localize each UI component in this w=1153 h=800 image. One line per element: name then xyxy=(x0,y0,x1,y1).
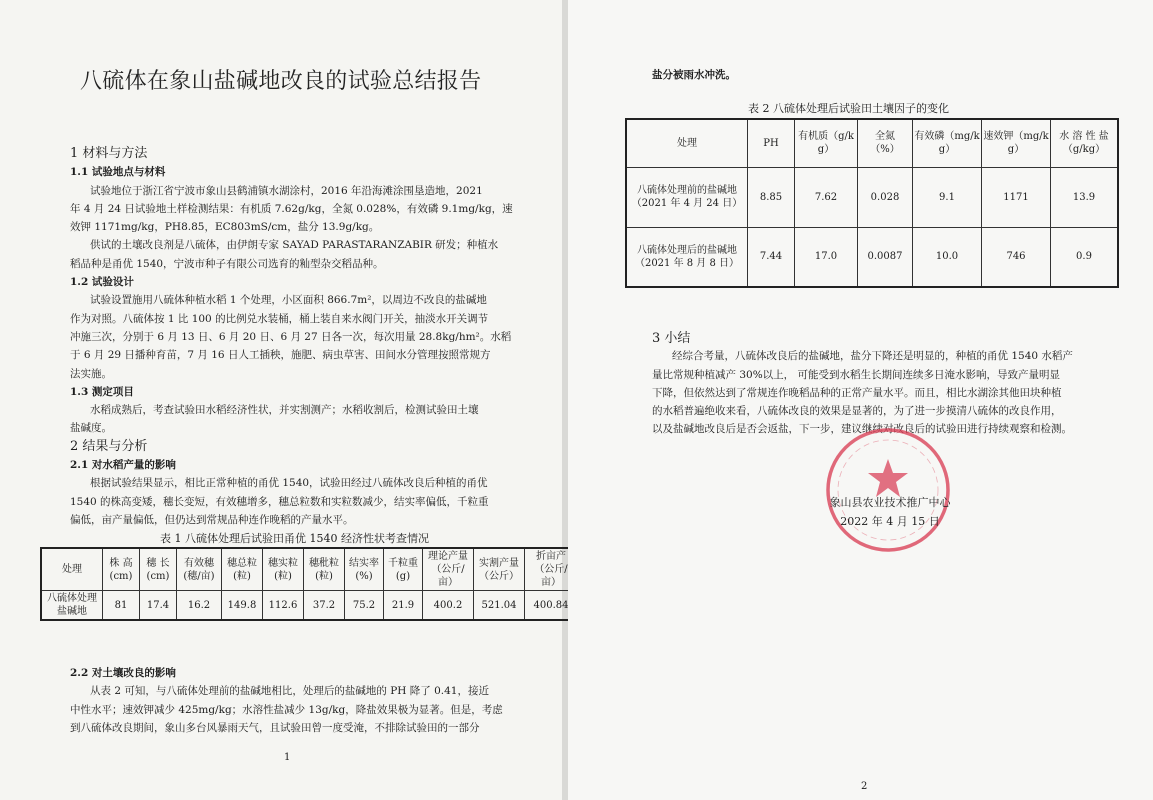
paragraph-line: 试验地位于浙江省宁波市象山县鹤浦镇水湖涂村，2016 年沿海滩涂围垦造地，2021 xyxy=(90,184,483,197)
column-header: 理论产量 （公斤/ 亩） xyxy=(423,548,474,591)
section-heading: 1.3 测定项目 xyxy=(70,385,134,398)
table-header-row xyxy=(41,548,578,591)
table-cell: 八硫体处理 盐碱地 xyxy=(41,591,103,621)
table-cell: 21.9 xyxy=(384,591,423,621)
table-2-caption: 表 2 八硫体处理后试验田土壤因子的变化 xyxy=(748,102,949,115)
table-row xyxy=(626,167,1118,227)
section-heading: 1.1 试验地点与材料 xyxy=(70,166,166,179)
table-cell: 7.44 xyxy=(748,227,795,287)
table-row xyxy=(41,591,578,621)
column-header: 穗总粒 (粒) xyxy=(222,548,263,591)
page-1-body-2 xyxy=(70,664,503,737)
table-cell: 7.62 xyxy=(795,167,858,227)
paragraph-line: 1540 的株高变矮，穗长变短，有效穗增多，穗总粒数和实粒数减少，结实率偏低，千粒重 xyxy=(70,495,489,508)
section-heading: 2.1 对水稻产量的影响 xyxy=(70,459,176,472)
paragraph-line: 法实施。 xyxy=(70,367,112,380)
signature-organization: 象山县农业技术推广中心 xyxy=(829,496,951,509)
paragraph-line: 的水稻普遍绝收来看，八硫体改良的效果是显著的，为了进一步摸清八硫体的改良作用， xyxy=(652,405,1062,418)
table-cell: 400.2 xyxy=(423,591,474,621)
column-header: 实割产量 （公斤） xyxy=(474,548,525,591)
table-cell: 13.9 xyxy=(1051,167,1119,227)
table-cell: 9.1 xyxy=(913,167,982,227)
paragraph-line: 水稻成熟后，考查试验田水稻经济性状，并实割测产；水稻收割后，检测试验田土壤 xyxy=(90,404,479,417)
column-header: 千粒重 (g) xyxy=(384,548,423,591)
signature-date: 2022 年 4 月 15 日 xyxy=(840,515,940,528)
paragraph-line: 从表 2 可知，与八硫体处理前的盐碱地相比，处理后的盐碱地的 PH 降了 0.41，接近 xyxy=(90,685,489,698)
table-cell: 37.2 xyxy=(304,591,345,621)
table-header-row xyxy=(626,119,1118,167)
paragraph-line: 根据试验结果显示，相比正常种植的甬优 1540，试验田经过八硫体改良后种植的甬优 xyxy=(90,477,488,490)
column-header: 速效钾（mg/kg） xyxy=(982,119,1051,167)
column-header: PH xyxy=(748,119,795,167)
paragraph-line: 到八硫体改良期间，象山多台风暴雨天气，且试验田曾一度受淹，不排除试验田的一部分 xyxy=(70,721,480,734)
table-cell: 八硫体处理后的盐碱地 （2021 年 8 月 8 日） xyxy=(626,227,748,287)
table-cell: 16.2 xyxy=(177,591,222,621)
paragraph-line: 效钾 1171mg/kg，PH8.85，EC803mS/cm，盐分 13.9g/kg。 xyxy=(70,221,380,234)
column-header: 结实率 (%) xyxy=(345,548,384,591)
table-cell: 0.9 xyxy=(1051,227,1119,287)
section-heading: 2 结果与分析 xyxy=(70,438,148,454)
paragraph-line: 试验设置施用八硫体种植水稻 1 个处理，小区面积 866.7m²，以周边不改良的盐碱地 xyxy=(90,294,487,307)
page-2 xyxy=(568,0,1153,800)
stamp-star-icon xyxy=(868,459,908,497)
column-header: 全氮 （%） xyxy=(858,119,913,167)
table-cell: 746 xyxy=(982,227,1051,287)
page-2-body xyxy=(652,329,1073,439)
table-row xyxy=(626,227,1118,287)
column-header: 有机质（g/kg） xyxy=(795,119,858,167)
table-cell: 0.028 xyxy=(858,167,913,227)
paragraph-line: 以及盐碱地改良后是否会返盐，下一步，建议继续对改良后的试验田进行持续观察和检测。 xyxy=(652,423,1072,436)
paragraph-line: 量比常规种植减产 30%以上， 可能受到水稻生长期间连续多日淹水影响，导致产量明显 xyxy=(652,368,1061,381)
table-cell: 10.0 xyxy=(913,227,982,287)
table-cell: 0.0087 xyxy=(858,227,913,287)
table-1-caption: 表 1 八硫体处理后试验田甬优 1540 经济性状考查情况 xyxy=(160,532,429,545)
paragraph-line: 作为对照。八硫体按 1 比 100 的比例兑水装桶，桶上装自来水阀门开关，抽淡水开关调节 xyxy=(70,312,489,325)
table-cell: 8.85 xyxy=(748,167,795,227)
column-header: 株 高 (cm) xyxy=(103,548,140,591)
table-cell: 八硫体处理前的盐碱地 （2021 年 4 月 24 日） xyxy=(626,167,748,227)
table-cell: 17.4 xyxy=(140,591,177,621)
paragraph-line: 盐碱度。 xyxy=(70,422,112,435)
table-cell: 17.0 xyxy=(795,227,858,287)
section-heading: 3 小结 xyxy=(652,331,691,346)
table-cell: 1171 xyxy=(982,167,1051,227)
column-header: 处理 xyxy=(41,548,103,591)
column-header: 穗 长 (cm) xyxy=(140,548,177,591)
paragraph-line: 下降，但依然达到了常规连作晚稻品种的正常产量水平。而且，相比水湖涂其他田块种植 xyxy=(652,386,1062,399)
official-stamp xyxy=(823,425,953,555)
table-1 xyxy=(40,547,579,621)
paragraph-line: 中性水平；速效钾减少 425mg/kg；水溶性盐减少 13g/kg，降盐效果极为显著。但是，考虑 xyxy=(70,703,503,716)
paragraph-line: 偏低，亩产量偏低，但仍达到常规品种连作晚稻的产量水平。 xyxy=(70,513,354,526)
section-heading: 2.2 对土壤改良的影响 xyxy=(70,667,176,679)
paragraph-line: 年 4 月 24 日试验地土样检测结果：有机质 7.62g/kg，全氮 0.028%，有效磷 9.1mg/kg，速 xyxy=(70,202,513,215)
continuation-text: 盐分被雨水冲洗。 xyxy=(652,69,736,81)
column-header: 穗实粒 (粒) xyxy=(263,548,304,591)
page-1-body xyxy=(70,145,513,529)
paragraph-line: 经综合考量，八硫体改良后的盐碱地，盐分下降还是明显的，种植的甬优 1540 水稻产 xyxy=(672,350,1073,363)
table-cell: 75.2 xyxy=(345,591,384,621)
paragraph-line: 供试的土壤改良剂是八硫体，由伊朗专家 SAYAD PARASTARANZABIR 研发；种植水 xyxy=(90,239,499,252)
column-header: 有效磷（mg/kg） xyxy=(913,119,982,167)
section-heading: 1 材料与方法 xyxy=(70,146,148,161)
column-header: 折亩产 （公斤/ 亩） xyxy=(525,548,579,591)
paragraph-line: 稻品种是甬优 1540，宁波市种子有限公司选育的籼型杂交稻品种。 xyxy=(70,257,384,270)
paragraph-line: 冲施三次，分别于 6 月 13 日、6 月 20 日、6 月 27 日各一次，每次用量 28.8kg/hm²。水稻 xyxy=(70,330,512,343)
column-header: 穗秕粒 (粒) xyxy=(304,548,345,591)
column-header: 水 溶 性 盐 （g/kg） xyxy=(1051,119,1119,167)
table-cell: 81 xyxy=(103,591,140,621)
table-2 xyxy=(625,118,1119,288)
document-title: 八硫体在象山盐碱地改良的试验总结报告 xyxy=(80,69,482,94)
table-cell: 112.6 xyxy=(263,591,304,621)
page-number: 1 xyxy=(284,752,291,763)
section-heading: 1.2 试验设计 xyxy=(70,276,134,289)
paragraph-line: 于 6 月 29 日播种育苗，7 月 16 日人工插秧，施肥、病虫草害、田间水分管理按照常规方 xyxy=(70,349,491,362)
table-cell: 149.8 xyxy=(222,591,263,621)
column-header: 处理 xyxy=(626,119,748,167)
table-cell: 400.84 xyxy=(525,591,579,621)
column-header: 有效穗 (穗/亩) xyxy=(177,548,222,591)
table-cell: 521.04 xyxy=(474,591,525,621)
page-1 xyxy=(0,0,569,800)
page-number: 2 xyxy=(861,781,868,792)
